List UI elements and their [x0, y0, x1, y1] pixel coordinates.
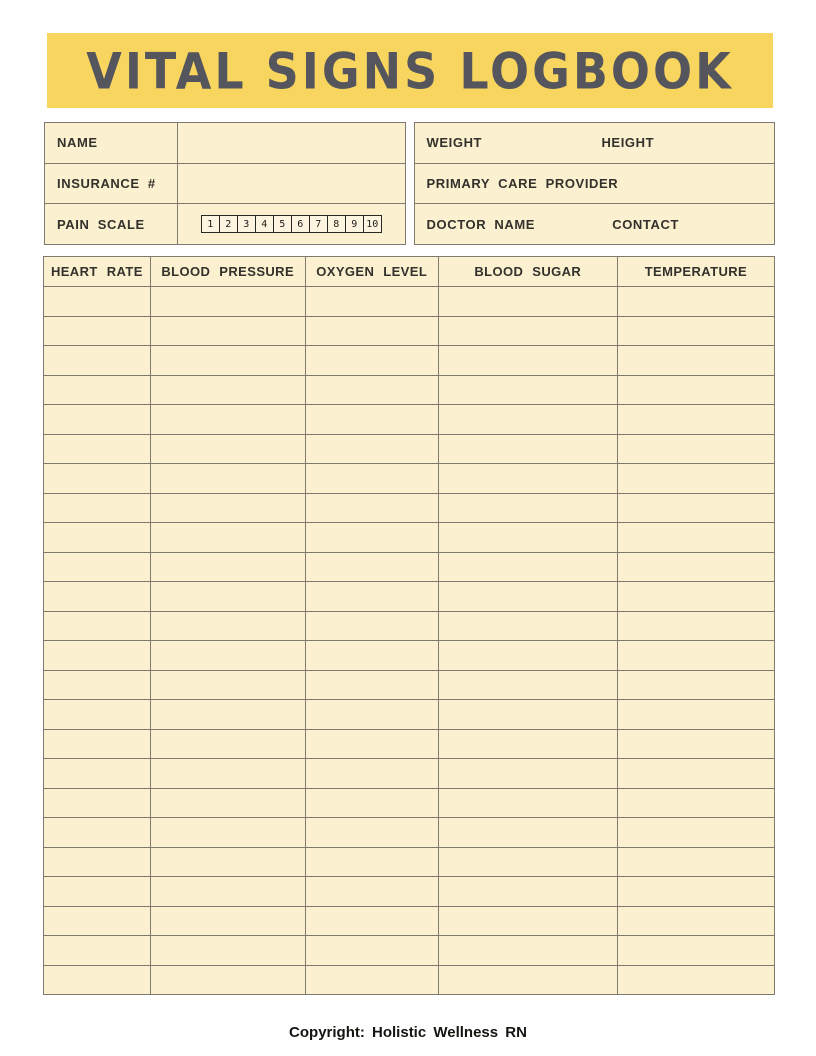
pain-scale-box-10[interactable]: 10	[364, 215, 382, 233]
table-cell-blood-pressure[interactable]	[150, 700, 305, 730]
table-cell-temperature[interactable]	[617, 523, 774, 553]
table-cell-temperature[interactable]	[617, 287, 774, 317]
insurance-label: INSURANCE #	[57, 176, 156, 191]
table-cell-heart-rate[interactable]	[44, 493, 151, 523]
table-cell-oxygen-level[interactable]	[305, 405, 438, 435]
table-cell-temperature[interactable]	[617, 375, 774, 405]
table-cell-heart-rate[interactable]	[44, 641, 151, 671]
pain-scale-row	[45, 204, 405, 244]
table-cell-oxygen-level[interactable]	[305, 759, 438, 789]
table-cell-temperature[interactable]	[617, 729, 774, 759]
table-cell-heart-rate[interactable]	[44, 847, 151, 877]
table-cell-blood-sugar[interactable]	[438, 877, 617, 907]
pain-scale-label: PAIN SCALE	[57, 216, 145, 232]
log-table-head	[44, 257, 775, 287]
pain-scale-cell	[178, 204, 405, 244]
table-cell-oxygen-level[interactable]	[305, 287, 438, 317]
table-cell-heart-rate[interactable]	[44, 906, 151, 936]
table-row	[44, 316, 775, 346]
name-label: NAME	[57, 135, 98, 151]
log-table-header-row	[44, 257, 775, 287]
column-header-heart-rate: HEART RATE	[44, 257, 151, 287]
table-row	[44, 818, 775, 848]
table-cell-temperature[interactable]	[617, 641, 774, 671]
table-row	[44, 847, 775, 877]
table-row	[44, 788, 775, 818]
pain-scale-box-3[interactable]: 3	[238, 215, 256, 233]
pain-scale-box-7[interactable]: 7	[310, 215, 328, 233]
table-cell-oxygen-level[interactable]	[305, 552, 438, 582]
table-cell-heart-rate[interactable]	[44, 316, 151, 346]
table-cell-blood-sugar[interactable]	[438, 700, 617, 730]
table-cell-blood-sugar[interactable]	[438, 405, 617, 435]
table-cell-blood-sugar[interactable]	[438, 788, 617, 818]
insurance-field[interactable]	[178, 164, 405, 204]
patient-info-left-box	[44, 122, 406, 245]
table-cell-oxygen-level[interactable]	[305, 818, 438, 848]
table-cell-oxygen-level[interactable]	[305, 729, 438, 759]
table-cell-temperature[interactable]	[617, 759, 774, 789]
table-cell-blood-pressure[interactable]	[150, 405, 305, 435]
table-cell-blood-sugar[interactable]	[438, 346, 617, 376]
table-cell-heart-rate[interactable]	[44, 464, 151, 494]
table-cell-oxygen-level[interactable]	[305, 906, 438, 936]
table-cell-blood-pressure[interactable]	[150, 464, 305, 494]
table-cell-blood-sugar[interactable]	[438, 552, 617, 582]
pain-scale	[201, 215, 382, 233]
table-cell-blood-pressure[interactable]	[150, 965, 305, 995]
table-cell-heart-rate[interactable]	[44, 877, 151, 907]
pain-scale-box-8[interactable]: 8	[328, 215, 346, 233]
table-cell-blood-pressure[interactable]	[150, 641, 305, 671]
table-cell-blood-pressure[interactable]	[150, 523, 305, 553]
primary-care-provider-label: PRIMARY CARE PROVIDER	[426, 176, 619, 191]
table-cell-blood-pressure[interactable]	[150, 936, 305, 966]
table-cell-heart-rate[interactable]	[44, 346, 151, 376]
table-cell-blood-sugar[interactable]	[438, 464, 617, 494]
doctor-contact-row[interactable]	[415, 204, 775, 244]
table-cell-temperature[interactable]	[617, 847, 774, 877]
pain-scale-box-5[interactable]: 5	[274, 215, 292, 233]
table-row	[44, 582, 775, 612]
table-cell-blood-sugar[interactable]	[438, 847, 617, 877]
table-cell-temperature[interactable]	[617, 346, 774, 376]
table-row	[44, 641, 775, 671]
table-cell-temperature[interactable]	[617, 464, 774, 494]
table-row	[44, 877, 775, 907]
pain-scale-label-cell	[45, 204, 178, 244]
table-cell-blood-sugar[interactable]	[438, 493, 617, 523]
column-header-blood-pressure: BLOOD PRESSURE	[150, 257, 305, 287]
table-cell-blood-pressure[interactable]	[150, 582, 305, 612]
table-row	[44, 906, 775, 936]
table-cell-temperature[interactable]	[617, 611, 774, 641]
table-cell-temperature[interactable]	[617, 700, 774, 730]
table-row	[44, 346, 775, 376]
table-cell-heart-rate[interactable]	[44, 287, 151, 317]
table-row	[44, 523, 775, 553]
table-cell-blood-sugar[interactable]	[438, 523, 617, 553]
name-row	[45, 123, 405, 164]
insurance-row	[45, 164, 405, 205]
table-cell-blood-pressure[interactable]	[150, 493, 305, 523]
table-cell-temperature[interactable]	[617, 493, 774, 523]
table-cell-heart-rate[interactable]	[44, 700, 151, 730]
table-row	[44, 434, 775, 464]
table-cell-oxygen-level[interactable]	[305, 877, 438, 907]
patient-info-section	[44, 122, 775, 245]
copyright-text: Copyright: Holistic Wellness RN	[289, 1024, 527, 1041]
table-cell-oxygen-level[interactable]	[305, 582, 438, 612]
table-cell-blood-pressure[interactable]	[150, 287, 305, 317]
table-cell-heart-rate[interactable]	[44, 405, 151, 435]
table-cell-temperature[interactable]	[617, 434, 774, 464]
table-cell-blood-pressure[interactable]	[150, 906, 305, 936]
table-cell-oxygen-level[interactable]	[305, 464, 438, 494]
table-cell-blood-sugar[interactable]	[438, 818, 617, 848]
table-cell-temperature[interactable]	[617, 582, 774, 612]
table-cell-temperature[interactable]	[617, 906, 774, 936]
table-cell-heart-rate[interactable]	[44, 965, 151, 995]
table-cell-blood-sugar[interactable]	[438, 287, 617, 317]
table-cell-blood-pressure[interactable]	[150, 434, 305, 464]
table-cell-blood-pressure[interactable]	[150, 375, 305, 405]
table-cell-oxygen-level[interactable]	[305, 847, 438, 877]
table-cell-oxygen-level[interactable]	[305, 611, 438, 641]
table-cell-temperature[interactable]	[617, 818, 774, 848]
pain-scale-box-1[interactable]: 1	[201, 215, 220, 233]
table-cell-oxygen-level[interactable]	[305, 965, 438, 995]
table-cell-temperature[interactable]	[617, 316, 774, 346]
table-cell-oxygen-level[interactable]	[305, 434, 438, 464]
table-cell-temperature[interactable]	[617, 936, 774, 966]
table-cell-blood-pressure[interactable]	[150, 552, 305, 582]
primary-care-provider-row[interactable]	[415, 164, 775, 205]
table-cell-blood-pressure[interactable]	[150, 759, 305, 789]
column-header-temperature: TEMPERATURE	[617, 257, 774, 287]
table-cell-blood-pressure[interactable]	[150, 316, 305, 346]
table-cell-blood-sugar[interactable]	[438, 936, 617, 966]
table-cell-oxygen-level[interactable]	[305, 670, 438, 700]
table-row	[44, 759, 775, 789]
patient-info-right-box	[414, 122, 776, 245]
table-cell-blood-sugar[interactable]	[438, 965, 617, 995]
table-cell-temperature[interactable]	[617, 965, 774, 995]
table-cell-heart-rate[interactable]	[44, 552, 151, 582]
table-cell-blood-pressure[interactable]	[150, 847, 305, 877]
table-cell-oxygen-level[interactable]	[305, 316, 438, 346]
table-cell-heart-rate[interactable]	[44, 375, 151, 405]
table-cell-oxygen-level[interactable]	[305, 641, 438, 671]
table-cell-oxygen-level[interactable]	[305, 346, 438, 376]
table-cell-blood-pressure[interactable]	[150, 877, 305, 907]
table-cell-oxygen-level[interactable]	[305, 375, 438, 405]
table-cell-oxygen-level[interactable]	[305, 788, 438, 818]
table-cell-heart-rate[interactable]	[44, 434, 151, 464]
table-cell-blood-sugar[interactable]	[438, 759, 617, 789]
pain-scale-box-9[interactable]: 9	[346, 215, 364, 233]
title-banner	[47, 33, 773, 108]
table-cell-oxygen-level[interactable]	[305, 936, 438, 966]
table-cell-blood-pressure[interactable]	[150, 788, 305, 818]
column-header-oxygen-level: OXYGEN LEVEL	[305, 257, 438, 287]
table-row	[44, 700, 775, 730]
table-cell-blood-sugar[interactable]	[438, 316, 617, 346]
table-cell-heart-rate[interactable]	[44, 936, 151, 966]
table-cell-blood-pressure[interactable]	[150, 818, 305, 848]
table-row	[44, 493, 775, 523]
table-cell-heart-rate[interactable]	[44, 788, 151, 818]
name-label-cell	[45, 123, 178, 163]
name-field[interactable]	[178, 123, 405, 163]
table-row	[44, 729, 775, 759]
height-label: HEIGHT	[601, 135, 655, 151]
table-cell-oxygen-level[interactable]	[305, 523, 438, 553]
pain-scale-box-4[interactable]: 4	[256, 215, 274, 233]
page-title: VITAL SIGNS LOGBOOK	[86, 41, 734, 100]
table-cell-blood-pressure[interactable]	[150, 670, 305, 700]
table-cell-heart-rate[interactable]	[44, 818, 151, 848]
table-row	[44, 936, 775, 966]
table-cell-blood-pressure[interactable]	[150, 346, 305, 376]
table-cell-blood-sugar[interactable]	[438, 641, 617, 671]
table-cell-oxygen-level[interactable]	[305, 700, 438, 730]
table-cell-blood-sugar[interactable]	[438, 670, 617, 700]
table-cell-temperature[interactable]	[617, 877, 774, 907]
table-cell-oxygen-level[interactable]	[305, 493, 438, 523]
table-cell-temperature[interactable]	[617, 405, 774, 435]
table-cell-blood-sugar[interactable]	[438, 582, 617, 612]
table-row	[44, 287, 775, 317]
table-row	[44, 552, 775, 582]
table-cell-heart-rate[interactable]	[44, 729, 151, 759]
table-cell-blood-sugar[interactable]	[438, 729, 617, 759]
pain-scale-box-2[interactable]: 2	[220, 215, 238, 233]
table-cell-blood-sugar[interactable]	[438, 434, 617, 464]
table-cell-blood-sugar[interactable]	[438, 906, 617, 936]
insurance-label-cell	[45, 164, 178, 204]
table-cell-heart-rate[interactable]	[44, 759, 151, 789]
table-cell-blood-pressure[interactable]	[150, 611, 305, 641]
weight-label: WEIGHT	[426, 135, 483, 151]
table-row	[44, 464, 775, 494]
log-table-body	[44, 287, 775, 995]
table-row	[44, 670, 775, 700]
weight-height-row[interactable]	[415, 123, 775, 164]
table-row	[44, 405, 775, 435]
table-cell-temperature[interactable]	[617, 670, 774, 700]
table-row	[44, 611, 775, 641]
table-cell-blood-pressure[interactable]	[150, 729, 305, 759]
doctor-name-label: DOCTOR NAME	[426, 216, 536, 232]
pain-scale-box-6[interactable]: 6	[292, 215, 310, 233]
column-header-blood-sugar: BLOOD SUGAR	[438, 257, 617, 287]
table-row	[44, 375, 775, 405]
vital-signs-table	[43, 256, 775, 995]
table-cell-heart-rate[interactable]	[44, 523, 151, 553]
table-cell-temperature[interactable]	[617, 552, 774, 582]
table-cell-blood-sugar[interactable]	[438, 611, 617, 641]
table-cell-heart-rate[interactable]	[44, 582, 151, 612]
contact-label: CONTACT	[612, 216, 680, 232]
table-cell-heart-rate[interactable]	[44, 611, 151, 641]
table-cell-heart-rate[interactable]	[44, 670, 151, 700]
table-cell-temperature[interactable]	[617, 788, 774, 818]
table-cell-blood-sugar[interactable]	[438, 375, 617, 405]
table-row	[44, 965, 775, 995]
